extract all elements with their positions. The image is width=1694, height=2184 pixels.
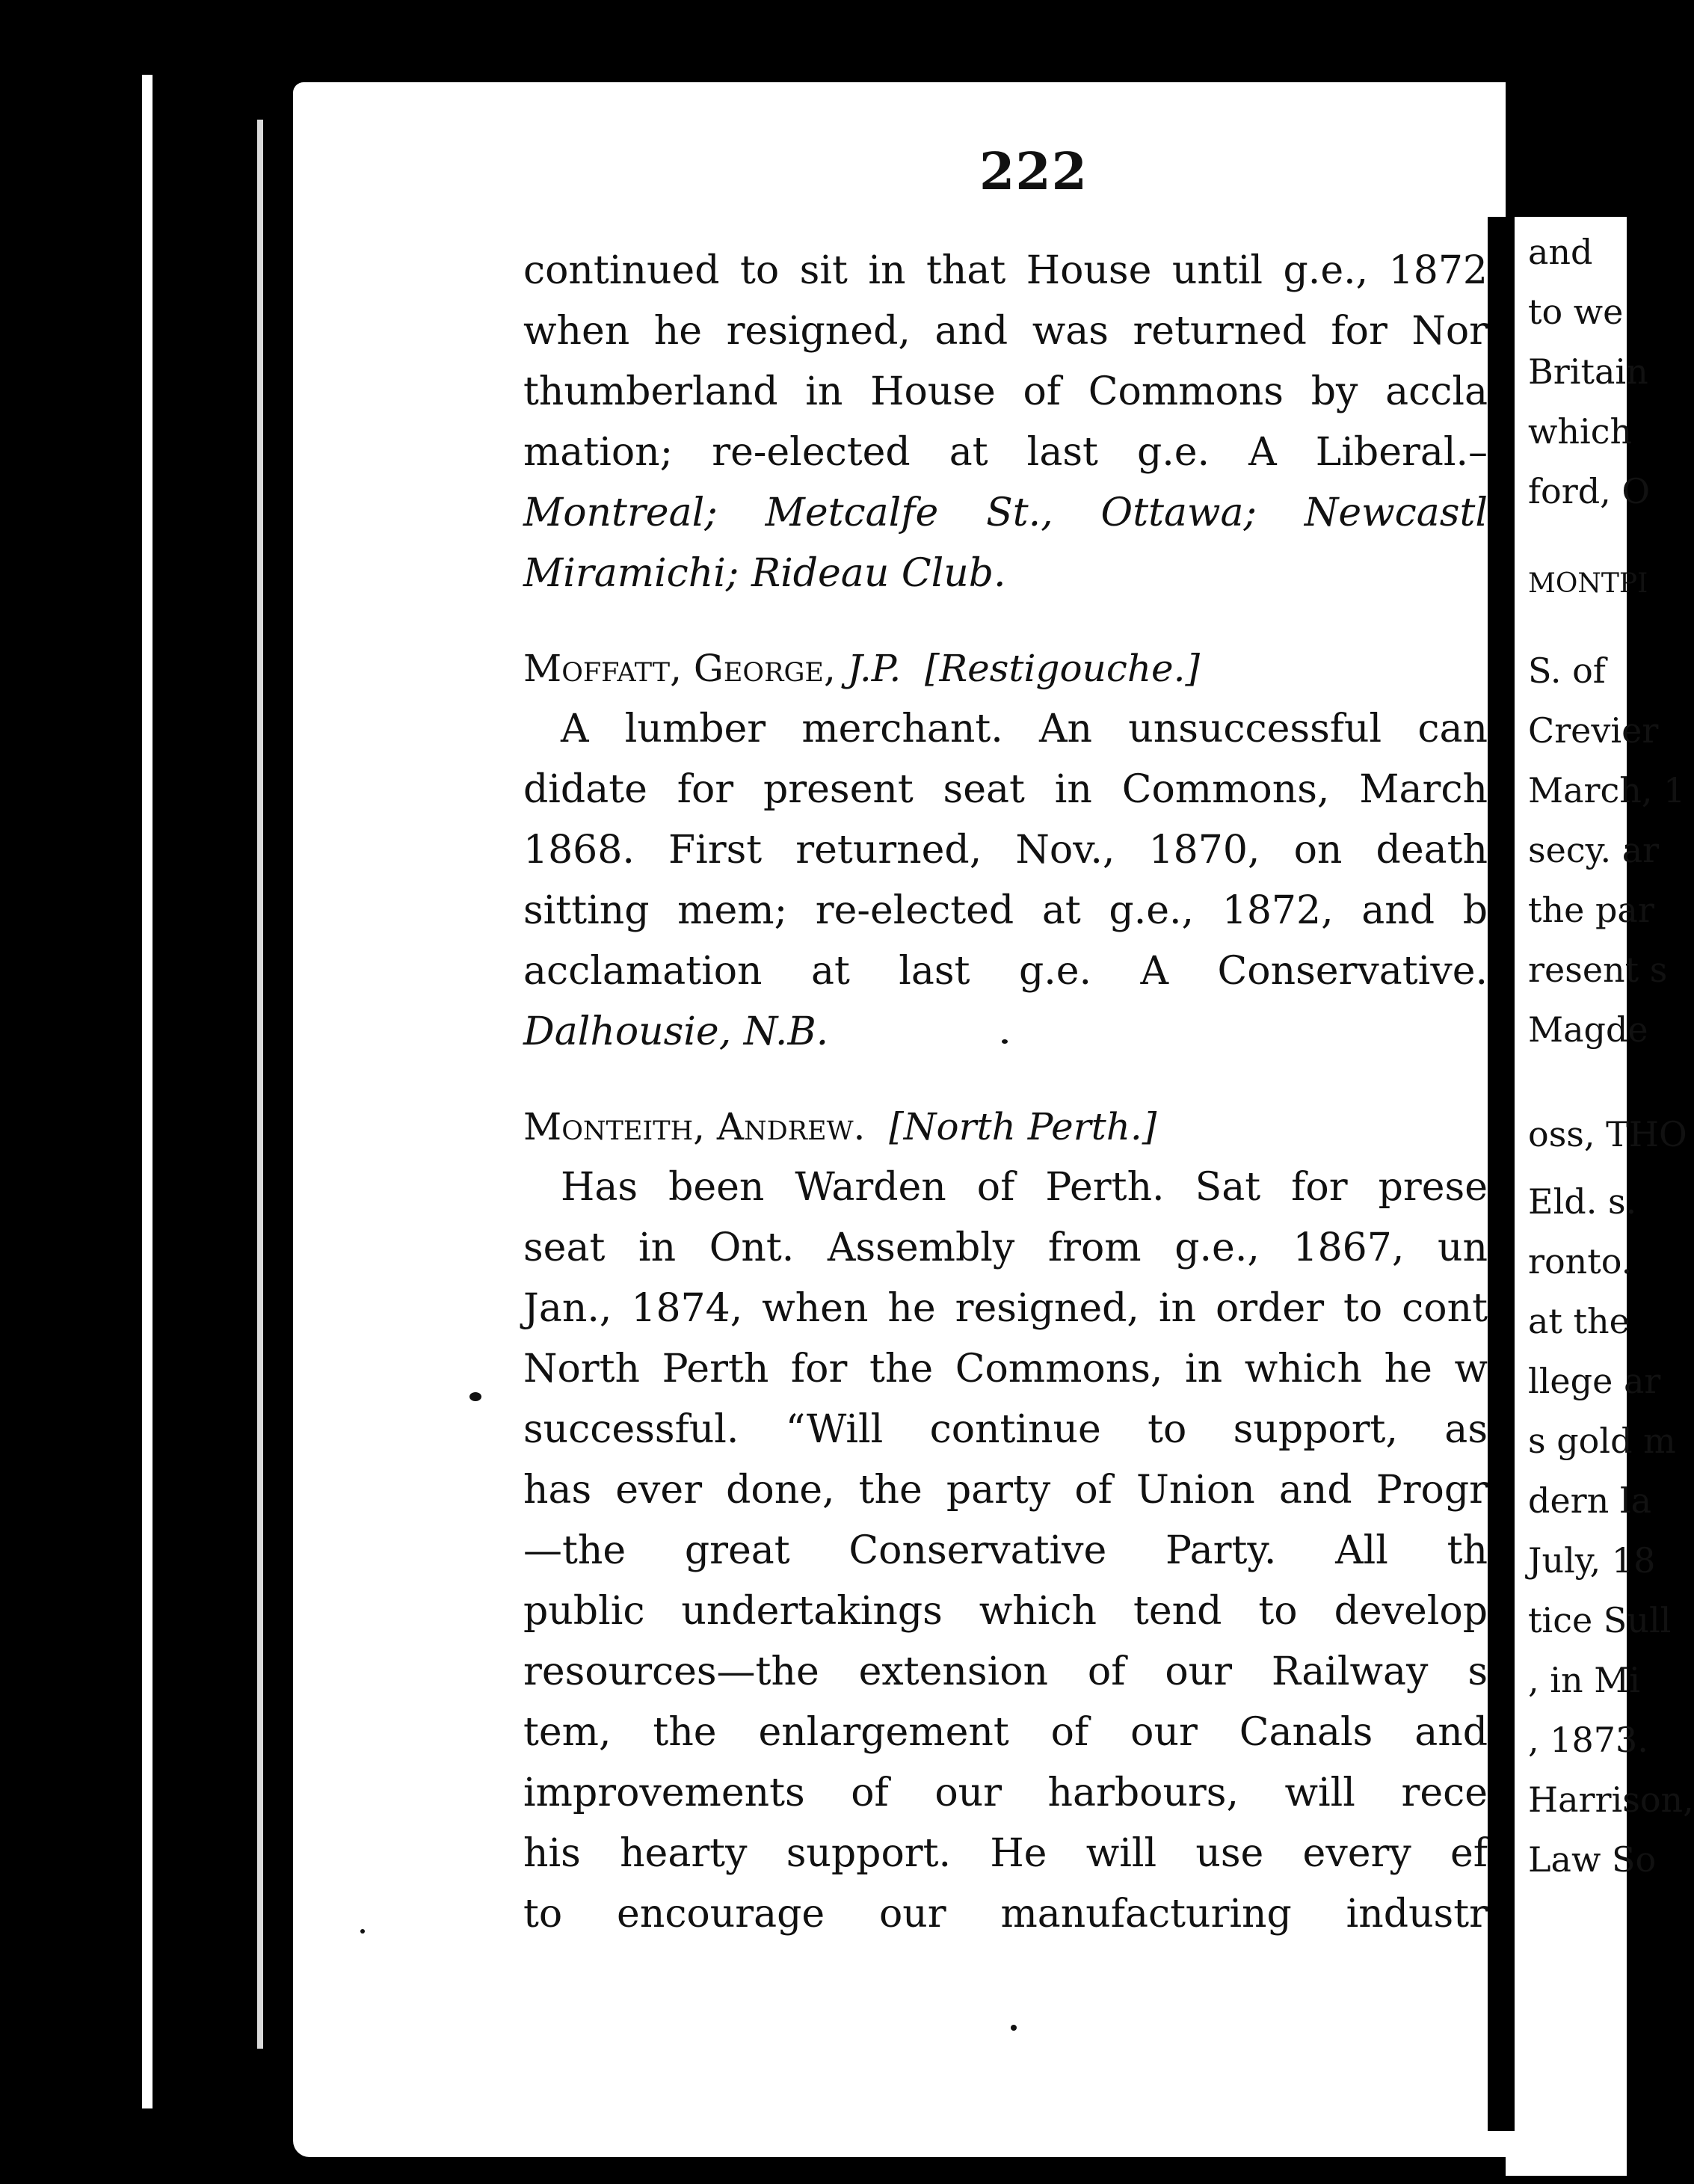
fragment-text: July, 18 — [1528, 1540, 1656, 1581]
text-line: mation; re-elected at last g.e. A Liberal.– — [523, 430, 1488, 475]
margin-mark — [360, 1929, 365, 1934]
margin-mark — [469, 1392, 481, 1401]
previous-page-edge — [142, 75, 306, 2108]
text-line: seat in Ont. Assembly from g.e., 1867, un — [523, 1225, 1488, 1270]
fragment-text: Harrison, — [1528, 1780, 1694, 1820]
text-line: tem, the enlargement of our Canals and — [523, 1710, 1488, 1755]
entry-riding: [North Perth.] — [889, 1105, 1157, 1148]
text-line: North Perth for the Commons, in which he w — [523, 1347, 1488, 1391]
gutter-shadow — [1488, 217, 1515, 2131]
text-line: resources—the extension of our Railway s — [523, 1649, 1488, 1694]
entry-title: J.P. — [847, 647, 902, 690]
text-line: 1868. First returned, Nov., 1870, on death — [523, 828, 1488, 873]
fragment-text: resent s — [1528, 950, 1668, 990]
fragment-text: Britain — [1528, 351, 1648, 392]
text-line: didate for present seat in Commons, March — [523, 767, 1488, 812]
address-line: Miramichi; Rideau Club. — [523, 551, 1006, 596]
entry-riding: [Restigouche.] — [925, 647, 1201, 690]
text-line: successful. “Will continue to support, as — [523, 1407, 1488, 1452]
fragment-text: dern la — [1528, 1480, 1652, 1521]
fragment-text: , in Mi — [1528, 1660, 1641, 1700]
text-line: Jan., 1874, when he resigned, in order to cont — [523, 1286, 1488, 1331]
text-line: improvements of our harbours, will rece — [523, 1771, 1488, 1815]
entry-name: Monteith, Andrew. — [523, 1105, 878, 1148]
text-line: has ever done, the party of Union and Progr — [523, 1468, 1488, 1513]
fragment-text: Magde — [1528, 1009, 1648, 1050]
text-line: acclamation at last g.e. A Conservative. — [523, 949, 1488, 994]
text-line: his hearty support. He will use every ef — [523, 1831, 1488, 1876]
address-line: Montreal; Metcalfe St., Ottawa; Newcastl — [523, 490, 1488, 535]
text-line: public undertakings which tend to develop — [523, 1589, 1488, 1634]
text-line: continued to sit in that House until g.e., 1872 — [523, 248, 1488, 293]
fragment-text: and — [1528, 232, 1593, 272]
fragment-text: MONTPI — [1528, 568, 1648, 599]
page-body — [523, 241, 1488, 1945]
fragment-text: Eld. s. — [1528, 1181, 1637, 1222]
page-number: 222 — [979, 142, 1088, 202]
next-page-fragment — [1506, 217, 1694, 2176]
text-line: A lumber merchant. An unsuccessful can — [561, 707, 1488, 751]
text-line: Has been Warden of Perth. Sat for prese — [561, 1165, 1488, 1210]
margin-mark — [1011, 2025, 1017, 2031]
fragment-text: Law So — [1528, 1839, 1657, 1880]
fragment-text: March, 1 — [1528, 770, 1686, 810]
fragment-text: ronto. — [1528, 1241, 1633, 1282]
fragment-text: tice Sull — [1528, 1600, 1672, 1640]
fragment-text: the par — [1528, 890, 1654, 930]
margin-mark — [1002, 1039, 1008, 1044]
text-line: —the great Conservative Party. All th — [523, 1528, 1488, 1573]
fragment-text: , 1873. — [1528, 1720, 1648, 1760]
fragment-text: to we — [1528, 292, 1624, 332]
fragment-text: s gold m — [1528, 1421, 1676, 1461]
entry-name: Moffatt, George, — [523, 647, 848, 690]
text-line: when he resigned, and was returned for Nor — [523, 309, 1488, 354]
fragment-text: ford, O — [1528, 471, 1651, 511]
fragment-text: llege ar — [1528, 1361, 1661, 1401]
fragment-text: S. of — [1528, 650, 1606, 691]
text-line: to encourage our manufacturing industr — [523, 1892, 1488, 1937]
entry-heading-monteith — [523, 1097, 1488, 1157]
fragment-text: oss, THO — [1528, 1114, 1687, 1154]
fragment-text: which — [1528, 411, 1633, 452]
text-line: sitting mem; re-elected at g.e., 1872, and b — [523, 888, 1488, 933]
text-line: thumberland in House of Commons by accla — [523, 369, 1488, 414]
entry-heading-moffatt — [523, 639, 1488, 699]
fragment-text: Crevier — [1528, 710, 1659, 751]
fragment-text: at the — [1528, 1301, 1630, 1341]
address-line: Dalhousie, N.B. — [523, 1009, 829, 1054]
fragment-text: secy. ar — [1528, 830, 1660, 870]
